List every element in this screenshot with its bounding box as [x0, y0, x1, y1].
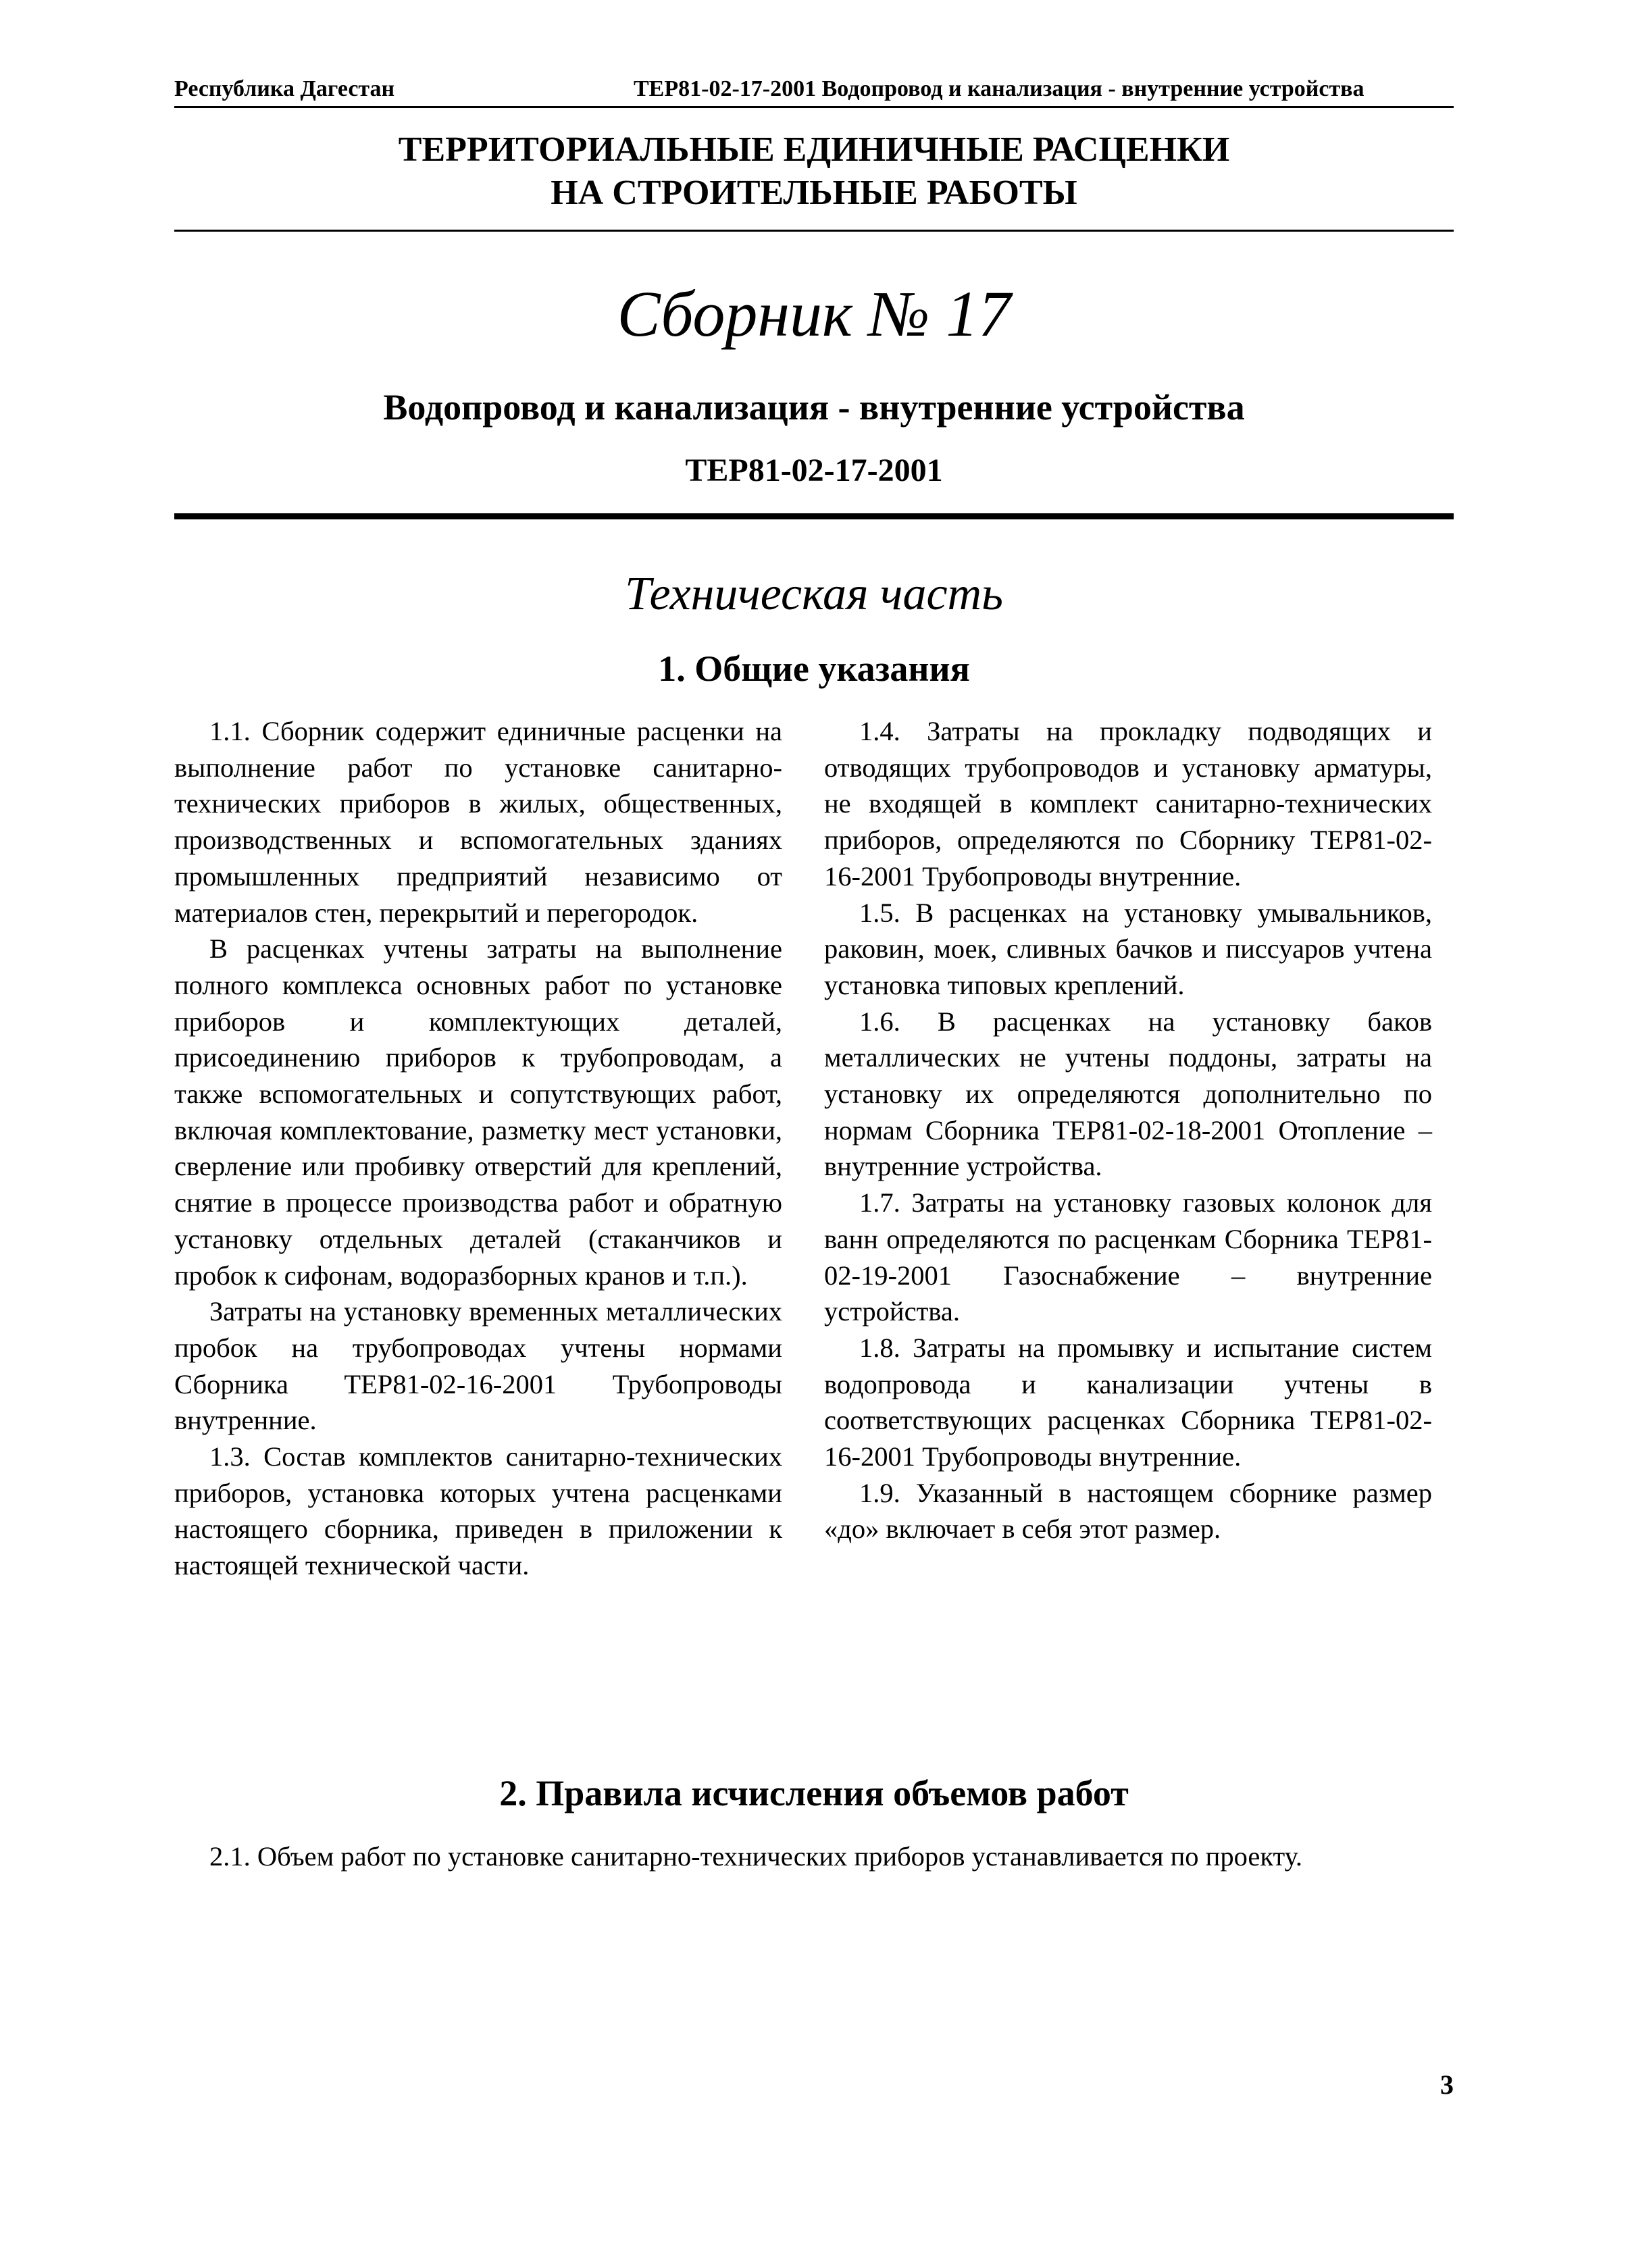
paragraph: 1.1. Сборник содержит единичные расценки на выполнение работ по установке санитарно-технических приборов в жилых, общественных, производственных и вспомогательных зданиях промышленных предприятий независимо от материалов стен, перекрытий и перегородок. [174, 716, 782, 928]
title-divider [174, 230, 1454, 232]
collection-title: Сборник № 17 [617, 278, 1011, 350]
paragraph: 1.6. В расценках на установку баков металлических не учтены поддоны, затраты на установку их определяются дополнительно по нормам Сборника ТЕР81-02-18-2001 Отопление – внутренние устройства. [824, 1006, 1432, 1182]
left-text-column [174, 713, 782, 1584]
paragraph: В расценках учтены затраты на выполнение полного комплекса основных работ по установке приборов и комплектующих деталей, присоединению приборов к трубопроводам, а также вспомогательных и сопутствующих работ, включая комплектование, разметку мест установки, сверление или пробивку отверстий для креплений, снятие в процессе производства работ и обратную установку отдельных деталей (стаканчиков и пробок к сифонам, водоразборных кранов и т.п.). [174, 933, 782, 1291]
paragraph: 1.4. Затраты на прокладку подводящих и отводящих трубопроводов и установку арматуры, не входящей в комплект санитарно-технических приборов, определяются по Сборнику ТЕР81-02-16-2001 Трубопроводы внутренние. [824, 716, 1432, 892]
document-title-line-1: ТЕРРИТОРИАЛЬНЫЕ ЕДИНИЧНЫЕ РАСЦЕНКИ [398, 130, 1230, 169]
paragraph: Затраты на установку временных металлических пробок на трубопроводах учтены нормами Сборника ТЕР81-02-16-2001 Трубопроводы внутренние. [174, 1296, 782, 1436]
section-1-heading: 1. Общие указания [658, 648, 970, 689]
paragraph: 1.5. В расценках на установку умывальников, раковин, моек, сливных бачков и писсуаров учтена установка типовых креплений. [824, 897, 1432, 1000]
paragraph: 1.8. Затраты на промывку и испытание систем водопровода и канализации учтены в соответствующих расценках Сборника ТЕР81-02-16-2001 Трубопроводы внутренние. [824, 1332, 1432, 1472]
document-title-line-2: НА СТРОИТЕЛЬНЫЕ РАБОТЫ [551, 174, 1077, 212]
technical-part-title: Техническая часть [625, 568, 1003, 620]
running-header [174, 72, 1454, 108]
collection-divider [174, 513, 1454, 519]
document-title [174, 128, 1454, 215]
paragraph: 1.9. Указанный в настоящем сборнике размер «до» включает в себя этот размер. [824, 1477, 1432, 1545]
header-code-subject: ТЕР81-02-17-2001 Водопровод и канализация - внутренние устройства [634, 76, 1365, 101]
section-2-paragraph: 2.1. Объем работ по установке санитарно-технических приборов устанавливается по проекту. [209, 1841, 1302, 1872]
section-2-heading: 2. Правила исчисления объемов работ [499, 1773, 1129, 1813]
collection-code: ТЕР81-02-17-2001 [685, 453, 943, 488]
paragraph: 1.7. Затраты на установку газовых колонок для ванн определяются по расценкам Сборника ТЕР81-02-19-2001 Газоснабжение – внутренние устройства. [824, 1187, 1432, 1327]
page-number: 3 [1440, 2069, 1454, 2100]
right-text-column [824, 713, 1432, 1547]
document-page [174, 0, 1454, 2268]
header-region: Республика Дагестан [174, 76, 395, 101]
collection-subject: Водопровод и канализация - внутренние устройства [383, 387, 1245, 428]
paragraph: 1.3. Состав комплектов санитарно-технических приборов, установка которых учтена расценками настоящего сборника, приведен в приложении к настоящей технической части. [174, 1441, 782, 1581]
